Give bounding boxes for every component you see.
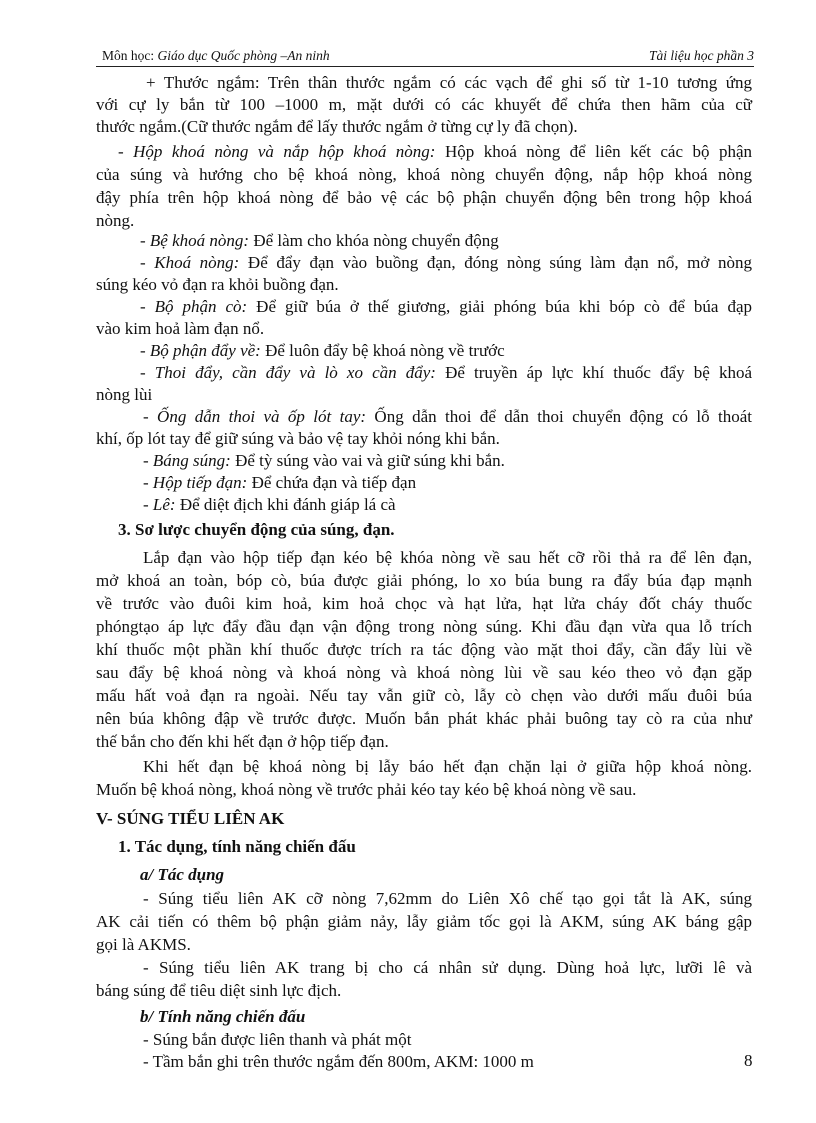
section-heading: 3. Sơ lược chuyển động của súng, đạn. — [118, 520, 395, 539]
text-line: của súng và hướng cho bệ khoá nòng, khoá nòng chuyển động, nắp hộp khoá nòng — [96, 165, 752, 184]
definition-line: - Báng súng: Để tỳ súng vào vai và giữ súng khi bắn. — [143, 451, 505, 470]
subsection-title: 1. Tác dụng, tính năng chiến đấu — [118, 837, 356, 856]
text-line: - Súng tiểu liên AK cỡ nòng 7,62mm do Liên Xô chế tạo gọi tắt là AK, súng — [143, 889, 752, 908]
definition-line: - Bệ khoá nòng: Để làm cho khóa nòng chuyển động — [140, 231, 499, 250]
text-line: - Súng tiểu liên AK trang bị cho cá nhân sử dụng. Dùng hoả lực, lưỡi lê và — [143, 958, 752, 977]
text-line: thước ngắm.(Cữ thước ngắm để lấy thước ngắm ở từng cự ly đã chọn). — [96, 117, 578, 136]
header-doc-title: Tài liệu học phần 3 — [649, 48, 754, 63]
definition-line: - Lê: Để diệt địch khi đánh giáp lá cà — [143, 495, 396, 514]
text-line: với cự ly bắn từ 100 –1000 m, mặt dưới có các khuyết để chứa then hãm của cữ — [96, 95, 752, 114]
definition-line: - Bộ phận cò: Để giữ búa ở thế giương, giải phóng búa khi bóp cò để búa đạp — [140, 297, 752, 316]
text-line: Lắp đạn vào hộp tiếp đạn kéo bệ khóa nòng về sau hết cỡ rồi thả ra để lên đạn, — [143, 548, 752, 567]
text-line: nên búa không đập về trước được. Muốn bắn phát khác phải buông tay cò ra của như — [96, 709, 752, 728]
text-line: Khi hết đạn bệ khoá nòng bị lẫy báo hết đạn chặn lại ở giữa hộp khoá nòng. — [143, 757, 752, 776]
text-line: sau đẩy bệ khoá nòng và khoá nòng và khoá nòng lùi về sau kéo theo vỏ đạn gặp — [96, 663, 752, 682]
subsection-b-title: b/ Tính năng chiến đấu — [140, 1007, 306, 1026]
text-line: khí thuốc một phần khí thuốc được trích ra tác động vào mặt thoi đẩy, cần đẩy lùi về — [96, 640, 752, 659]
text-line: mấu hất voả đạn ra ngoài. Nếu tay vẫn giữ cò, lẫy cò chẹn vào dưới mấu đuôi búa — [96, 686, 752, 705]
page-number: 8 — [744, 1051, 753, 1070]
text-line: thế bắn cho đến khi hết đạn ở hộp tiếp đạn. — [96, 732, 389, 751]
text-line: mở khoá an toàn, bóp cò, búa được giải phóng, lo xo búa bung ra đẩy búa đạp mạnh — [96, 571, 752, 590]
text-line: súng kéo vỏ đạn ra khỏi buồng đạn. — [96, 275, 339, 294]
text-line: báng súng để tiêu diệt sinh lực địch. — [96, 981, 342, 1000]
text-line: về trước vào đuôi kim hoả, kim hoả chọc và hạt lửa, hạt lửa cháy đốt cháy thuốc — [96, 594, 752, 613]
text-line: phóngtạo áp lực đẩy đầu đạn vận động trong nòng súng. Khi đầu đạn vừa qua lỗ trích — [96, 617, 752, 636]
text-line: nòng. — [96, 211, 135, 230]
text-line: - Tầm bắn ghi trên thước ngắm đến 800m, AKM: 1000 m — [143, 1052, 534, 1071]
definition-line: - Hộp tiếp đạn: Để chứa đạn và tiếp đạn — [143, 473, 417, 492]
text-line: AK cải tiến có thêm bộ phận giảm nảy, lẫy giảm tốc gọi là AKM, súng AK báng gập — [96, 912, 752, 931]
definition-line: - Khoá nòng: Để đẩy đạn vào buồng đạn, đóng nòng súng làm đạn nổ, mở nòng — [140, 253, 752, 272]
section-title: V- SÚNG TIỂU LIÊN AK — [96, 809, 285, 828]
text-line: Muốn bệ khoá nòng, khoá nòng về trước phải kéo tay kéo bệ khoá nòng về sau. — [96, 780, 637, 799]
text-line: gọi là AKMS. — [96, 935, 191, 954]
header-course: Môn học: Giáo dục Quốc phòng –An ninh — [102, 48, 330, 63]
subsection-a-title: a/ Tác dụng — [140, 865, 225, 884]
text-line: vào kim hoả làm đạn nổ. — [96, 319, 265, 338]
definition-line: - Ống dẫn thoi và ốp lót tay: Ống dẫn thoi để dẫn thoi chuyển động có lỗ thoát — [143, 407, 752, 426]
text-line: + Thước ngắm: Trên thân thước ngắm có các vạch để ghi số từ 1-10 tương ứng — [146, 73, 752, 92]
text-line: nòng lùi — [96, 385, 153, 404]
definition-line: - Thoi đẩy, cần đẩy và lò xo cần đẩy: Để truyền áp lực khí thuốc đẩy bệ khoá — [140, 363, 752, 382]
page-header — [96, 44, 754, 67]
text-line: - Súng bắn được liên thanh và phát một — [143, 1030, 412, 1049]
text-line: khí, ốp lót tay để giữ súng và bảo vệ tay khỏi nóng khi bắn. — [96, 429, 500, 448]
text-line: đậy phía trên hộp khoá nòng để bảo vệ các bộ phận chuyển động bên trong hộp khoá — [96, 188, 752, 207]
definition-line: - Bộ phận đẩy về: Để luôn đẩy bệ khoá nòng về trước — [140, 341, 505, 360]
definition-line: - Hộp khoá nòng và nắp hộp khoá nòng: Hộp khoá nòng để liên kết các bộ phận — [118, 142, 752, 161]
